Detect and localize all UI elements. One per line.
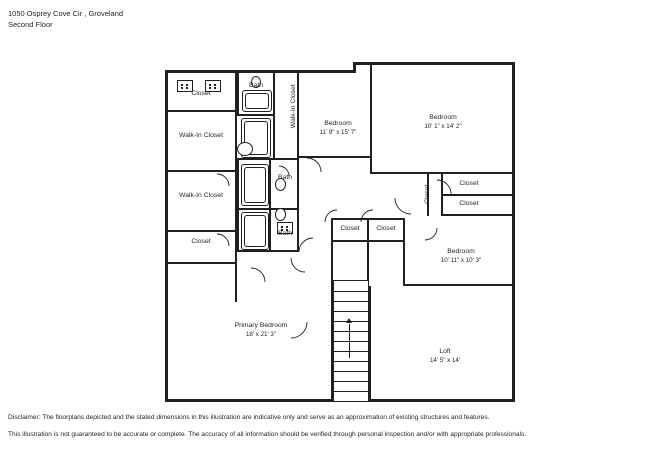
label-closet-left-low: Closet (191, 238, 211, 245)
label-walkin-low: Walk-In Closet (179, 192, 223, 199)
label-bedroom-topright: Bedroom 10' 1" x 14' 2" (424, 114, 462, 130)
floor-label: Second Floor (8, 20, 53, 29)
label-bath-upper-mid: Bath (278, 174, 292, 181)
label-primary-bedroom: Primary Bedroom 18' x 21' 3" (234, 322, 288, 338)
label-bedroom-center: Bedroom 11' 9" x 15' 7" (319, 120, 357, 136)
staircase (333, 280, 369, 402)
property-address: 1050 Osprey Cove Cir , Groveland (8, 9, 124, 18)
label-bath-lower-mid: Bath (278, 230, 292, 237)
disclaimer (8, 412, 628, 446)
label-closet-right-1: Closet (459, 180, 479, 187)
disclaimer-line-2: This illustration is not guaranteed to be accurate or complete. The accuracy of all information should be verified through personal inspection and/or with appropriate professionals. (8, 431, 527, 438)
label-walkin-top: Walk-In Closet (289, 84, 297, 129)
label-closet-hall-a: Closet (340, 225, 360, 232)
label-bedroom-right: Bedroom 10' 11" x 10' 3" (440, 248, 482, 264)
label-closet-top: Closet (191, 90, 211, 97)
floorplan-canvas (165, 62, 515, 402)
plan-header (8, 8, 123, 30)
stair-direction-arrow (346, 318, 352, 323)
label-closet-vert: Closet (423, 184, 431, 204)
stair-direction-line (349, 324, 350, 358)
label-walkin-mid: Walk-In Closet (179, 132, 223, 139)
label-closet-right-2: Closet (459, 200, 479, 207)
label-loft: Loft 14' 5" x 14' (429, 348, 461, 364)
label-closet-hall-b: Closet (376, 225, 396, 232)
disclaimer-line-1: Disclaimer: The floorplans depicted and the stated dimensions in this illustration are indicative only and serve as an approximation of existing structures and features. (8, 414, 490, 421)
label-bath-top: Bath (249, 82, 263, 89)
